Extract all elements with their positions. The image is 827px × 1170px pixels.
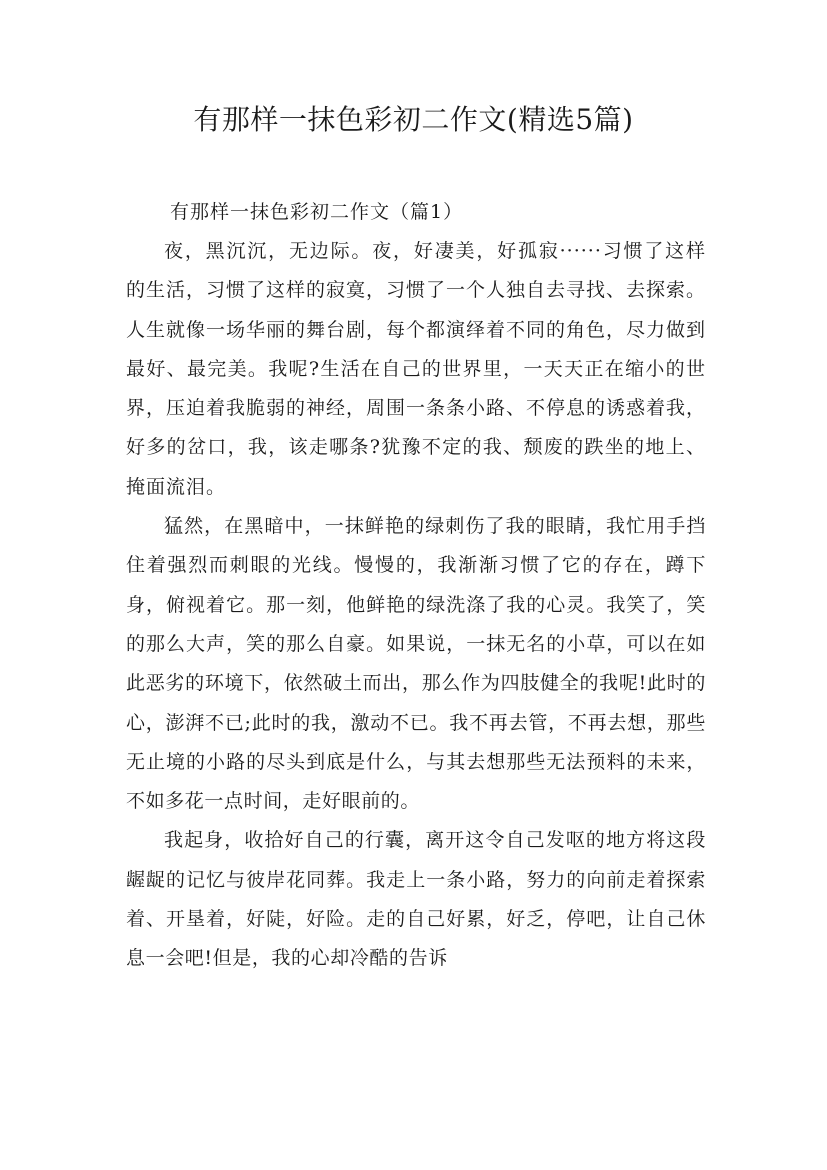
- paragraph-1: 夜，黑沉沉，无边际。夜，好凄美，好孤寂······习惯了这样的生活，习惯了这样的寂寞，习惯了一个人独自去寻找、去探索。人生就像一场华丽的舞台剧，每个都演绎着不同的角色，尽力做到最好、最完美。我呢?生活在自己的世界里，一天天正在缩小的世界，压迫着我脆弱的神经，周围一条条小路、不停息的诱惑着我，好多的岔口，我，该走哪条?犹豫不定的我、颓废的跌坐的地上、掩面流泪。: [126, 240, 707, 498]
- paragraph-2: 猛然，在黑暗中，一抹鲜艳的绿刺伤了我的眼睛，我忙用手挡住着强烈而刺眼的光线。慢慢的，我渐渐习惯了它的存在，蹲下身，俯视着它。那一刻，他鲜艳的绿洗涤了我的心灵。我笑了，笑的那么大声，笑的那么自豪。如果说，一抹无名的小草，可以在如此恶劣的环境下，依然破土而出，那么作为四肢健全的我呢!此时的心，澎湃不已;此时的我，激动不已。我不再去管，不再去想，那些无止境的小路的尽头到底是什么，与其去想那些无法预料的未来，不如多花一点时间，走好眼前的。: [126, 515, 706, 813]
- paragraph-3: 我起身，收拾好自己的行囊，离开这令自己发呕的地方将这段龌龊的记忆与彼岸花同葬。我走上一条小路，努力的向前走着探索着、开垦着，好陡，好险。走的自己好累，好乏，停吧，让自己休息一会吧!但是，我的心却冷酷的告诉: [126, 829, 706, 970]
- section-heading: 有那样一抹色彩初二作文（篇1）: [170, 201, 464, 223]
- document-title: 有那样一抹色彩初二作文(精选5篇): [193, 103, 634, 136]
- document-body: [126, 192, 706, 979]
